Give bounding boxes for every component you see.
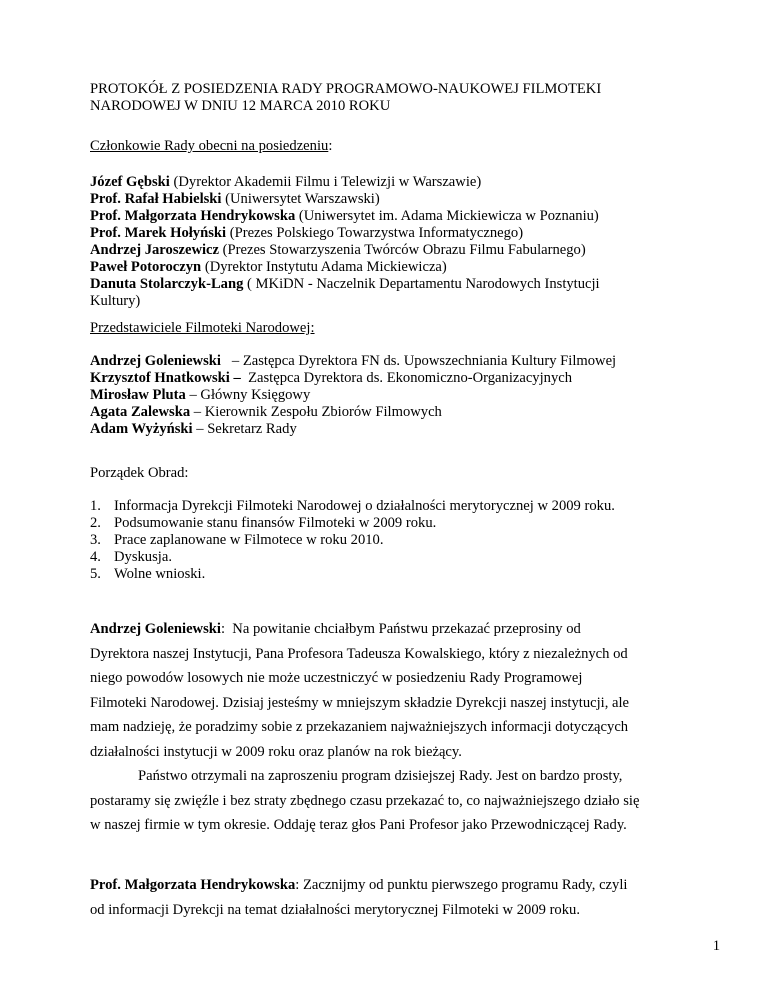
speech-line: postaramy się zwięźle i bez straty zbędnego czasu przekazać to, co najważniejszego działo się: [90, 792, 640, 809]
speech-hendrykowska: [90, 873, 680, 922]
representative-entry: [90, 353, 690, 370]
speech-line: od informacji Dyrekcji na temat działalności merytorycznej Filmoteki w 2009 roku.: [90, 901, 580, 918]
members-heading-block: [90, 138, 690, 155]
agenda-item-number: 3.: [90, 532, 101, 548]
representative-entry: [90, 370, 690, 387]
speech-line: w naszej firmie w tym okresie. Oddaję teraz głos Pani Profesor jako Przewodniczącej Rady.: [90, 817, 627, 833]
representative-name: Agata Zalewska: [90, 404, 191, 420]
member-name: Prof. Rafał Habielski: [90, 191, 222, 207]
speech-line: niego powodów losowych nie może uczestniczyć w posiedzeniu Rady Programowej: [90, 670, 583, 686]
speaker-name: Andrzej Goleniewski: [90, 621, 221, 637]
speaker-name: Prof. Małgorzata Hendrykowska: [90, 877, 296, 893]
member-name: Józef Gębski: [90, 174, 170, 190]
members-heading: Członkowie Rady obecni na posiedzeniu: [90, 138, 329, 154]
title-line-2: NARODOWEJ W DNIU 12 MARCA 2010 ROKU: [90, 98, 391, 114]
agenda-item: [90, 566, 690, 583]
agenda-heading-block: [90, 465, 690, 482]
speech-line: mam nadzieję, że poradzimy sobie z przekazaniem najważniejszych informacji dotyczących: [90, 719, 629, 735]
member-name: Prof. Marek Hołyński: [90, 225, 227, 241]
document-title: [90, 81, 690, 115]
member-detail: (Uniwersytet im. Adama Mickiewicza w Poznaniu): [295, 208, 599, 224]
speech-line: działalności instytucji w 2009 roku oraz planów na rok bieżący.: [90, 743, 462, 760]
member-name: Paweł Potoroczyn: [90, 259, 202, 275]
page-number: 1: [712, 938, 720, 954]
member-entry: [90, 259, 690, 276]
member-detail: (Prezes Polskiego Towarzystwa Informatycznego): [226, 225, 524, 241]
member-detail: ( MKiDN - Naczelnik Departamentu Narodowych Instytucji Kultury): [90, 276, 600, 309]
speech-text: Zacznijmy od punktu pierwszego programu Rady, czyli: [299, 877, 628, 893]
member-entry: [90, 191, 690, 208]
agenda-heading: Porządek Obrad:: [90, 465, 189, 481]
speech-line: [90, 617, 680, 642]
representative-entry: [90, 387, 690, 404]
member-entry: [90, 225, 690, 242]
agenda-item: [90, 532, 690, 549]
agenda-item: [90, 498, 690, 515]
representative-name: Adam Wyżyński: [90, 421, 193, 437]
agenda-item-number: 4.: [90, 549, 101, 565]
members-list: [90, 174, 690, 310]
representative-detail: – Zastępca Dyrektora FN ds. Upowszechniania Kultury Filmowej: [220, 353, 617, 369]
speech-goleniewski: [90, 617, 680, 838]
representative-entry: [90, 421, 690, 438]
agenda-item: [90, 549, 690, 566]
member-detail: (Prezes Stowarzyszenia Twórców Obrazu Filmu Fabularnego): [219, 242, 586, 258]
member-entry: [90, 276, 650, 310]
agenda-item-text: Dyskusja.: [114, 549, 172, 565]
speech-line: Państwo otrzymali na zaproszeniu program dzisiejszej Rady. Jest on bardzo prosty,: [138, 768, 623, 784]
speech-line: Dyrektora naszej Instytucji, Pana Profesora Tadeusza Kowalskiego, który z niezależnych od: [90, 645, 628, 662]
member-entry: [90, 242, 690, 259]
agenda-list: [90, 498, 690, 583]
member-name: Danuta Stolarczyk-Lang: [90, 276, 244, 292]
agenda-item: [90, 515, 690, 532]
representative-name: Mirosław Pluta: [90, 387, 186, 403]
speech-line: [90, 873, 680, 898]
member-entry: [90, 174, 690, 191]
representatives-list: [90, 353, 690, 438]
members-heading-colon: :: [328, 138, 333, 154]
member-name: Andrzej Jaroszewicz: [90, 242, 219, 258]
agenda-item-number: 1.: [90, 498, 101, 514]
member-detail: (Dyrektor Akademii Filmu i Telewizji w Warszawie): [169, 174, 482, 190]
member-name: Prof. Małgorzata Hendrykowska: [90, 208, 296, 224]
member-detail: (Uniwersytet Warszawski): [221, 191, 380, 207]
member-detail: (Dyrektor Instytutu Adama Mickiewicza): [201, 259, 447, 275]
title-line-1: PROTOKÓŁ Z POSIEDZENIA RADY PROGRAMOWO-NAUKOWEJ FILMOTEKI: [90, 81, 602, 97]
representative-detail: – Kierownik Zespołu Zbiorów Filmowych: [190, 404, 442, 420]
speaker-colon: :: [295, 877, 300, 893]
agenda-item-text: Wolne wnioski.: [114, 566, 206, 582]
agenda-item-number: 5.: [90, 566, 101, 582]
agenda-item-number: 2.: [90, 515, 101, 531]
representatives-heading-block: [90, 320, 690, 337]
representative-detail: Zastępca Dyrektora ds. Ekonomiczno-Organizacyjnych: [240, 370, 573, 386]
representative-entry: [90, 404, 690, 421]
agenda-item-text: Informacja Dyrekcji Filmoteki Narodowej o działalności merytorycznej w 2009 roku.: [114, 498, 615, 514]
representative-name: Krzysztof Hnatkowski –: [90, 370, 241, 386]
representatives-heading: Przedstawiciele Filmoteki Narodowej:: [90, 320, 315, 336]
agenda-item-text: Podsumowanie stanu finansów Filmoteki w 2009 roku.: [114, 515, 437, 531]
representative-name: Andrzej Goleniewski: [90, 353, 221, 369]
speaker-colon: :: [220, 621, 225, 637]
agenda-item-text: Prace zaplanowane w Filmotece w roku 2010.: [114, 532, 384, 548]
representative-detail: – Główny Księgowy: [185, 387, 311, 403]
member-entry: [90, 208, 690, 225]
speech-text: Na powitanie chciałbym Państwu przekazać przeprosiny od: [225, 621, 581, 637]
speech-line: Filmoteki Narodowej. Dzisiaj jesteśmy w mniejszym składzie Dyrekcji naszej instytucji, ale: [90, 694, 630, 711]
representative-detail: – Sekretarz Rady: [192, 421, 297, 437]
